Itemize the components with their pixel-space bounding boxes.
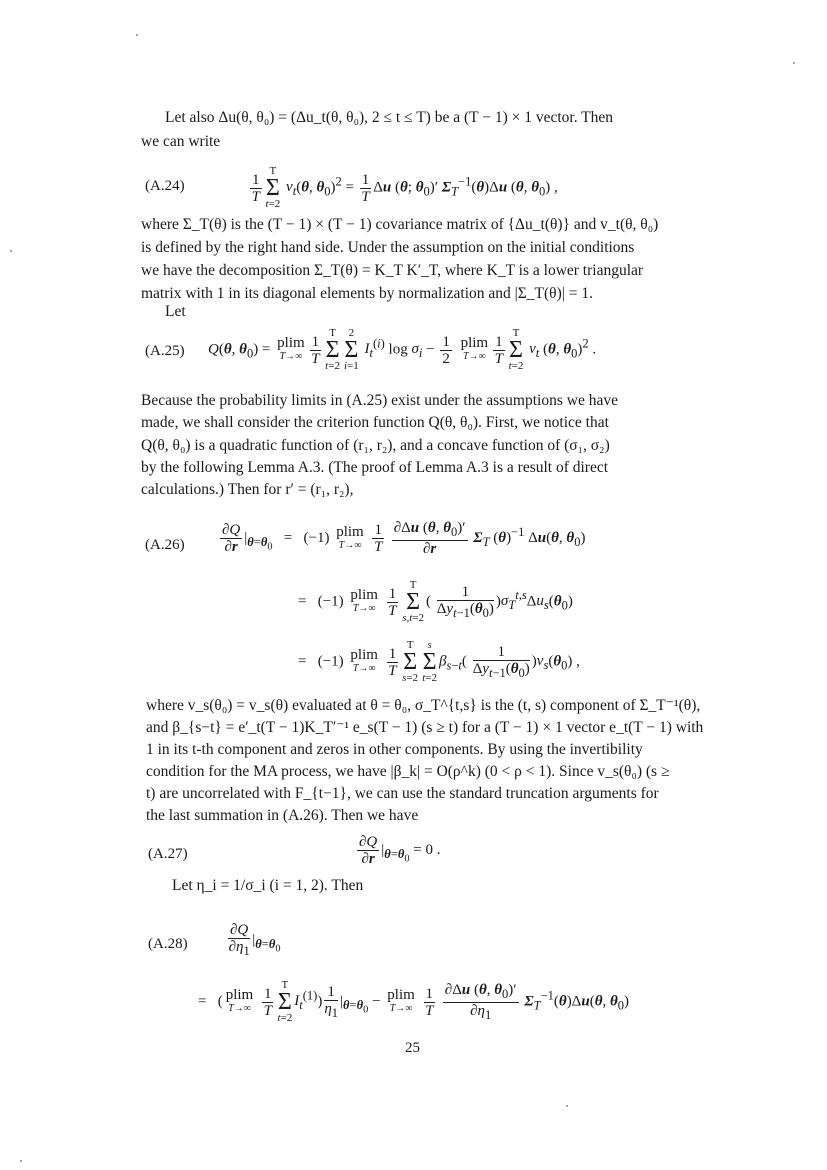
text-line: Let also Δu(θ, θ₀) = (Δu_t(θ, θ₀), 2 ≤ t ≤ T) be a (T − 1) × 1 vector. Then (165, 109, 614, 126)
scan-speck (566, 1105, 568, 1107)
equation-a25: Q(θ, $\theta_0) = plim$ T→∞ $\frac{1}{T}$ T Σ t=22 Σ i=1 $I_t^{(i)}$ $\log \sigma_i$ − $\frac{1}{2}$ plim T→∞ $\frac{1}{T}$ T Σ t=2 $v_t$ (θ, $\theta_0)^2$ . (208, 327, 597, 372)
equation-label: (A.26) (145, 537, 185, 553)
text-line: the last summation in (A.26). Then we have (146, 807, 419, 824)
equation-a27: $\frac{\partial Q}{\partial r}$ $|_{\theta=\theta_0} = 0$ . (359, 834, 441, 867)
page-number: 25 (405, 1040, 420, 1056)
text-line: matrix with 1 in its diagonal elements by normalization and |Σ_T(θ)| = 1. (141, 285, 593, 302)
equation-label: (A.24) (145, 178, 185, 194)
text-line: where Σ_T(θ) is the (T − 1) × (T − 1) covariance matrix of {Δu_t(θ)} and v_t(θ, θ₀) (141, 216, 659, 233)
text-line: we have the decomposition Σ_T(θ) = K_T K′_T, where K_T is a lower triangular (141, 262, 644, 279)
text-line: t) are uncorrelated with F_{t−1}, we can use the standard truncation arguments for (146, 785, 659, 802)
equation-label: (A.27) (148, 846, 188, 862)
scan-speck (10, 250, 12, 252)
text-line: by the following Lemma A.3. (The proof of Lemma A.3 is a result of direct (141, 459, 609, 476)
text-line: Let η_i = 1/σ_i (i = 1, 2). Then (172, 877, 364, 894)
text-line: we can write (141, 133, 221, 150)
text-line: Let (165, 303, 186, 320)
equation-a26-line2: = (−1) plim T→∞ $\frac{1}{T}$ T Σ s,t=2( $\frac{1}{\Delta y_{t-1}(\theta_0)}$ )$\sigma_T^{t,s}\Delta u_s(\theta_0)$ (298, 579, 573, 624)
text-line: where v_s(θ₀) = v_s(θ) evaluated at θ = θ₀, σ_T^{t,s} is the (t, s) component of Σ_T⁻¹(θ), (146, 697, 701, 714)
text-line: made, we shall consider the criterion function Q(θ, θ₀). First, we notice that (141, 414, 609, 431)
equation-a28-line2: = ( plim T→∞ $\frac{1}{T}$ T Σ $t=2I_t^{(1)}$) $\frac{1}{\eta_1}$ $|_{\theta=\theta_0} - plim$ T→∞ $\frac{1}{T}$ $\frac{\partial\Delta u (\theta, \theta_0)'}{\partial\eta_1}$ $\Sigma_T^{-1}(\theta)\Delta u(\theta$, $\theta_0$) (198, 979, 630, 1024)
scan-speck (793, 62, 795, 64)
equation-label: (A.28) (148, 936, 188, 952)
text-line: Q(θ, θ₀) is a quadratic function of (r₁, r₂), and a concave function of (σ₁, σ₂) (141, 437, 610, 454)
equation-a26-line3: = (−1) plim T→∞ $\frac{1}{T}$ T Σ s=2s Σ $t=2\beta_{s-t}$( $\frac{1}{\Delta y_{t-1}(\theta_0)}$ )$v_s(\theta_0)$ , (298, 639, 580, 684)
text-line: Because the probability limits in (A.25) exist under the assumptions we have (141, 392, 618, 409)
scan-speck (20, 1160, 22, 1162)
text-line: condition for the MA process, we have |β_k| = O(ρ^k) (0 < ρ < 1). Since v_s(θ₀) (s ≥ (146, 763, 670, 780)
equation-label: (A.25) (145, 343, 185, 359)
text-line: and β_{s−t} = e′_t(T − 1)K_T′⁻¹ e_s(T − 1) (s ≥ t) for a (T − 1) × 1 vector e_t(T − 1) with (146, 719, 704, 736)
equation-a28-line1: $\frac{\partial Q}{\partial\eta_1}$ $|_{\theta=\theta_0}$ (228, 922, 281, 958)
text-line: calculations.) Then for r′ = (r₁, r₂), (141, 481, 354, 498)
text-line: is defined by the right hand side. Under the assumption on the initial conditions (141, 239, 635, 256)
text-line: 1 in its t-th component and zeros in other components. By using the invertibility (146, 741, 643, 758)
equation-a24: $\frac{1}{T}$ T Σ t=2 $v_t(\theta$, $\theta_0)^2$ = $\frac{1}{T}$ Δu (θ; $\theta_0)'$ $\Sigma_T^{-1}(\theta)\Delta u$ (θ, $\theta_0$) , (251, 165, 558, 210)
scan-speck (136, 34, 138, 36)
equation-a26-line1: $\frac{\partial Q}{\partial r}$ $|_{\theta=\theta_0} = (-1)$ plim T→∞ $\frac{1}{T}$ $\frac{\partial\Delta u (\theta, \theta_0)'}{\partial r}$ $\Sigma_T$ $(\theta)^{-1}$ Δu(θ, $\theta_0$) (222, 520, 586, 557)
